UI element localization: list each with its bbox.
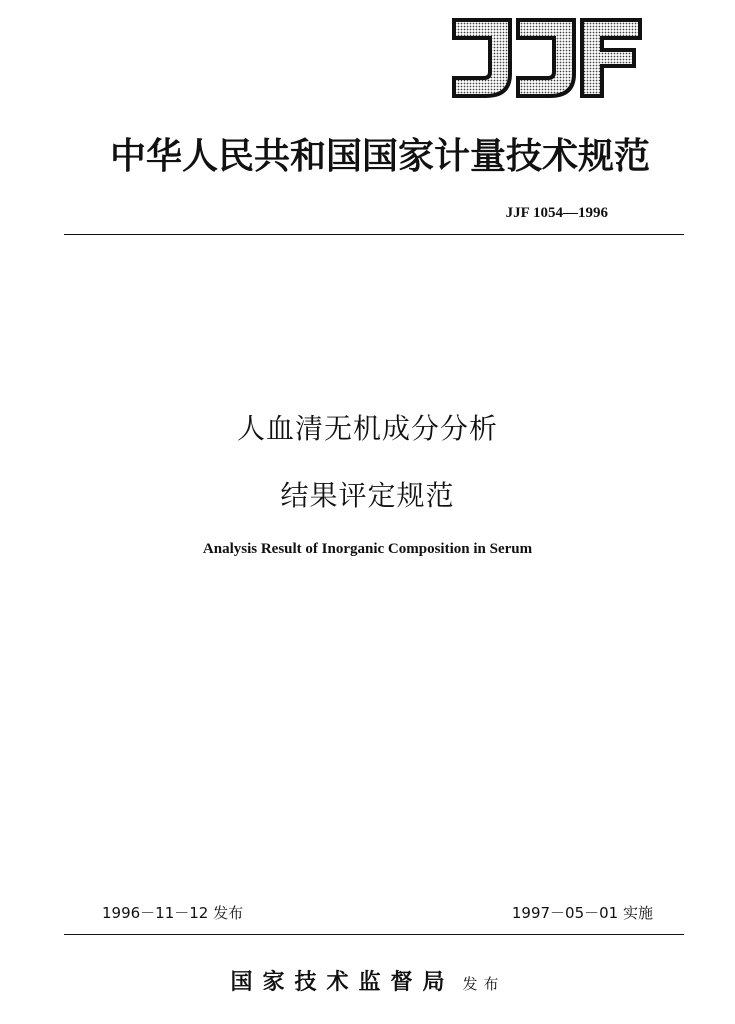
jjf-logo (448, 16, 644, 100)
issuer-name: 国家技术监督局 (230, 969, 455, 995)
issue-date: 1996－11－12 发布 (102, 904, 244, 922)
header-divider (64, 234, 684, 235)
issuer-action: 发布 (462, 975, 505, 993)
document-title-english: Analysis Result of Inorganic Composition in Serum (202, 541, 533, 557)
document-title-line-2: 结果评定规范 (280, 479, 455, 512)
footer-divider (64, 934, 684, 935)
document-number: JJF 1054—1996 (505, 205, 608, 221)
effective-date: 1997－05－01 实施 (511, 904, 653, 922)
document-title-line-1: 人血清无机成分分析 (236, 412, 498, 445)
standard-series-title: 中华人民共和国国家计量技术规范 (109, 135, 650, 177)
issuer-line (0, 965, 735, 996)
